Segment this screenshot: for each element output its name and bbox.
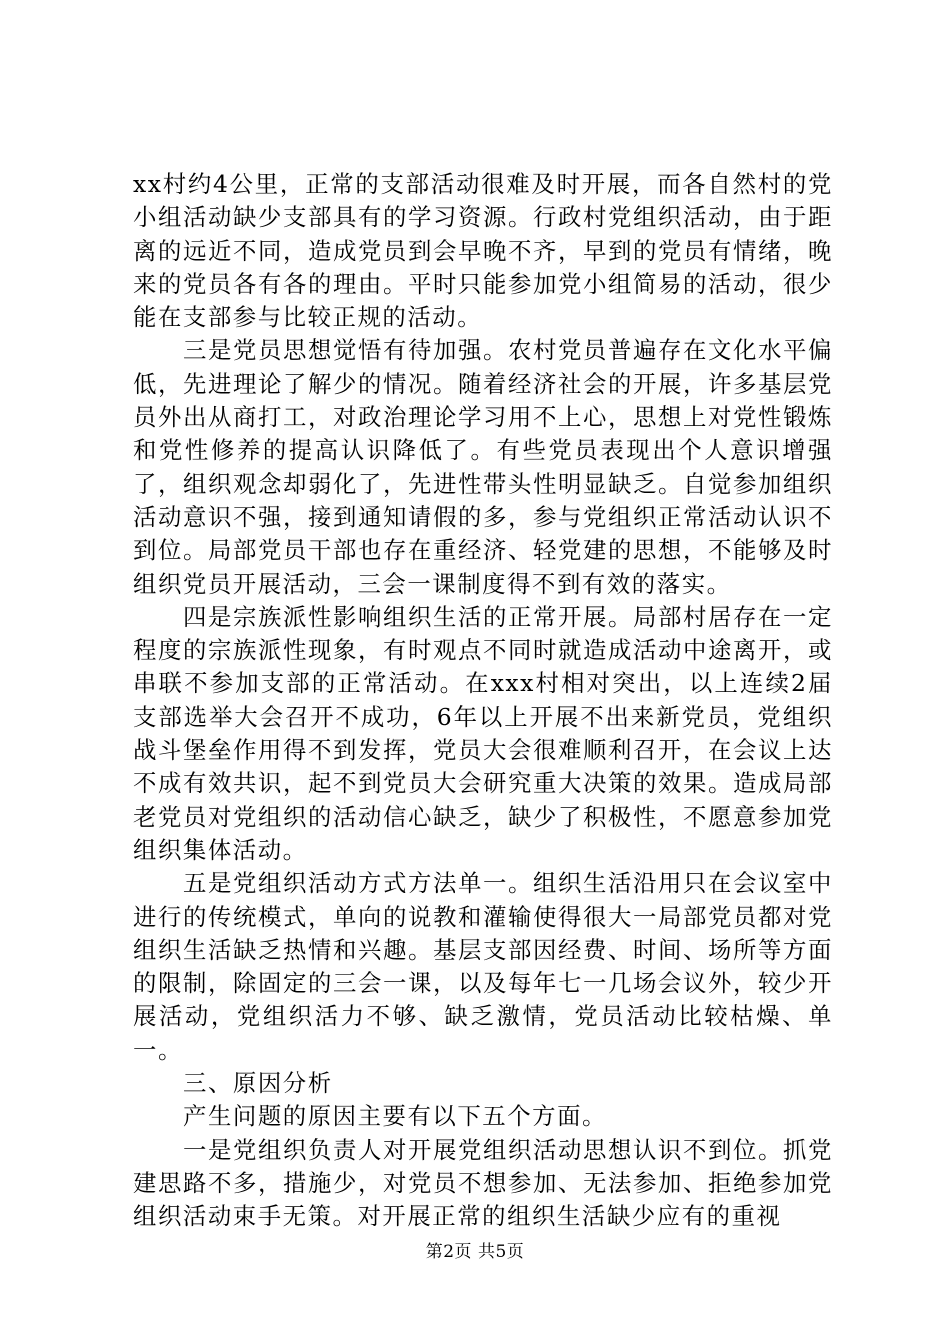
paragraph-point-five: 五是党组织活动方式方法单一。组织生活沿用只在会议室中进行的传统模式，单向的说教和灌输使得很大一局部党员都对党组织生活缺乏热情和兴趣。基层支部因经费、时间、场所等方面的限制，除固定的三会一课，以及每年七一几场会议外，较少开展活动，党组织活力不够、缺乏激情，党员活动比较枯燥、单一。 — [133, 869, 833, 1064]
paragraph-continuation: xx村约4公里，正常的支部活动很难及时开展，而各自然村的党小组活动缺少支部具有的学习资源。行政村党组织活动，由于距离的远近不同，造成党员到会早晚不齐，早到的党员有情绪，晚来的党员各有各的理由。平时只能参加党小组简易的活动，很少能在支部参与比较正规的活动。 — [133, 170, 833, 332]
paragraph-point-four: 四是宗族派性影响组织生活的正常开展。局部村居存在一定程度的宗族派性现象，有时观点不同时就造成活动中途离开，或串联不参加支部的正常活动。在xxx村相对突出，以上连续2届支部选举大会召开不成功，6年以上开展不出来新党员，党组织战斗堡垒作用得不到发挥，党员大会很难顺利召开，在会议上达不成有效共识，起不到党员大会研究重大决策的效果。造成局部老党员对党组织的活动信心缺乏，缺少了积极性，不愿意参加党组织集体活动。 — [133, 602, 833, 864]
paragraph-cause-intro: 产生问题的原因主要有以下五个方面。 — [183, 1102, 607, 1131]
paragraph-point-three: 三是党员思想觉悟有待加强。农村党员普遍存在文化水平偏低，先进理论了解少的情况。随着经济社会的开展，许多基层党员外出从商打工，对政治理论学习用不上心，思想上对党性锻炼和党性修养的提高认识降低了。有些党员表现出个人意识增强了，组织观念却弱化了，先进性带头性明显缺乏。自觉参加组织活动意识不强，接到通知请假的多，参与党组织正常活动认识不到位。局部党员干部也存在重经济、轻党建的思想，不能够及时组织党员开展活动，三会一课制度得不到有效的落实。 — [133, 336, 833, 598]
page-number-footer: 第2页 共5页 — [425, 1242, 525, 1262]
paragraph-cause-one: 一是党组织负责人对开展党组织活动思想认识不到位。抓党建思路不多，措施少，对党员不想参加、无法参加、拒绝参加党组织活动束手无策。对开展正常的组织生活缺少应有的重视 — [133, 1135, 833, 1231]
section-heading-cause-analysis: 三、原因分析 — [183, 1069, 333, 1098]
document-body — [133, 168, 833, 1234]
